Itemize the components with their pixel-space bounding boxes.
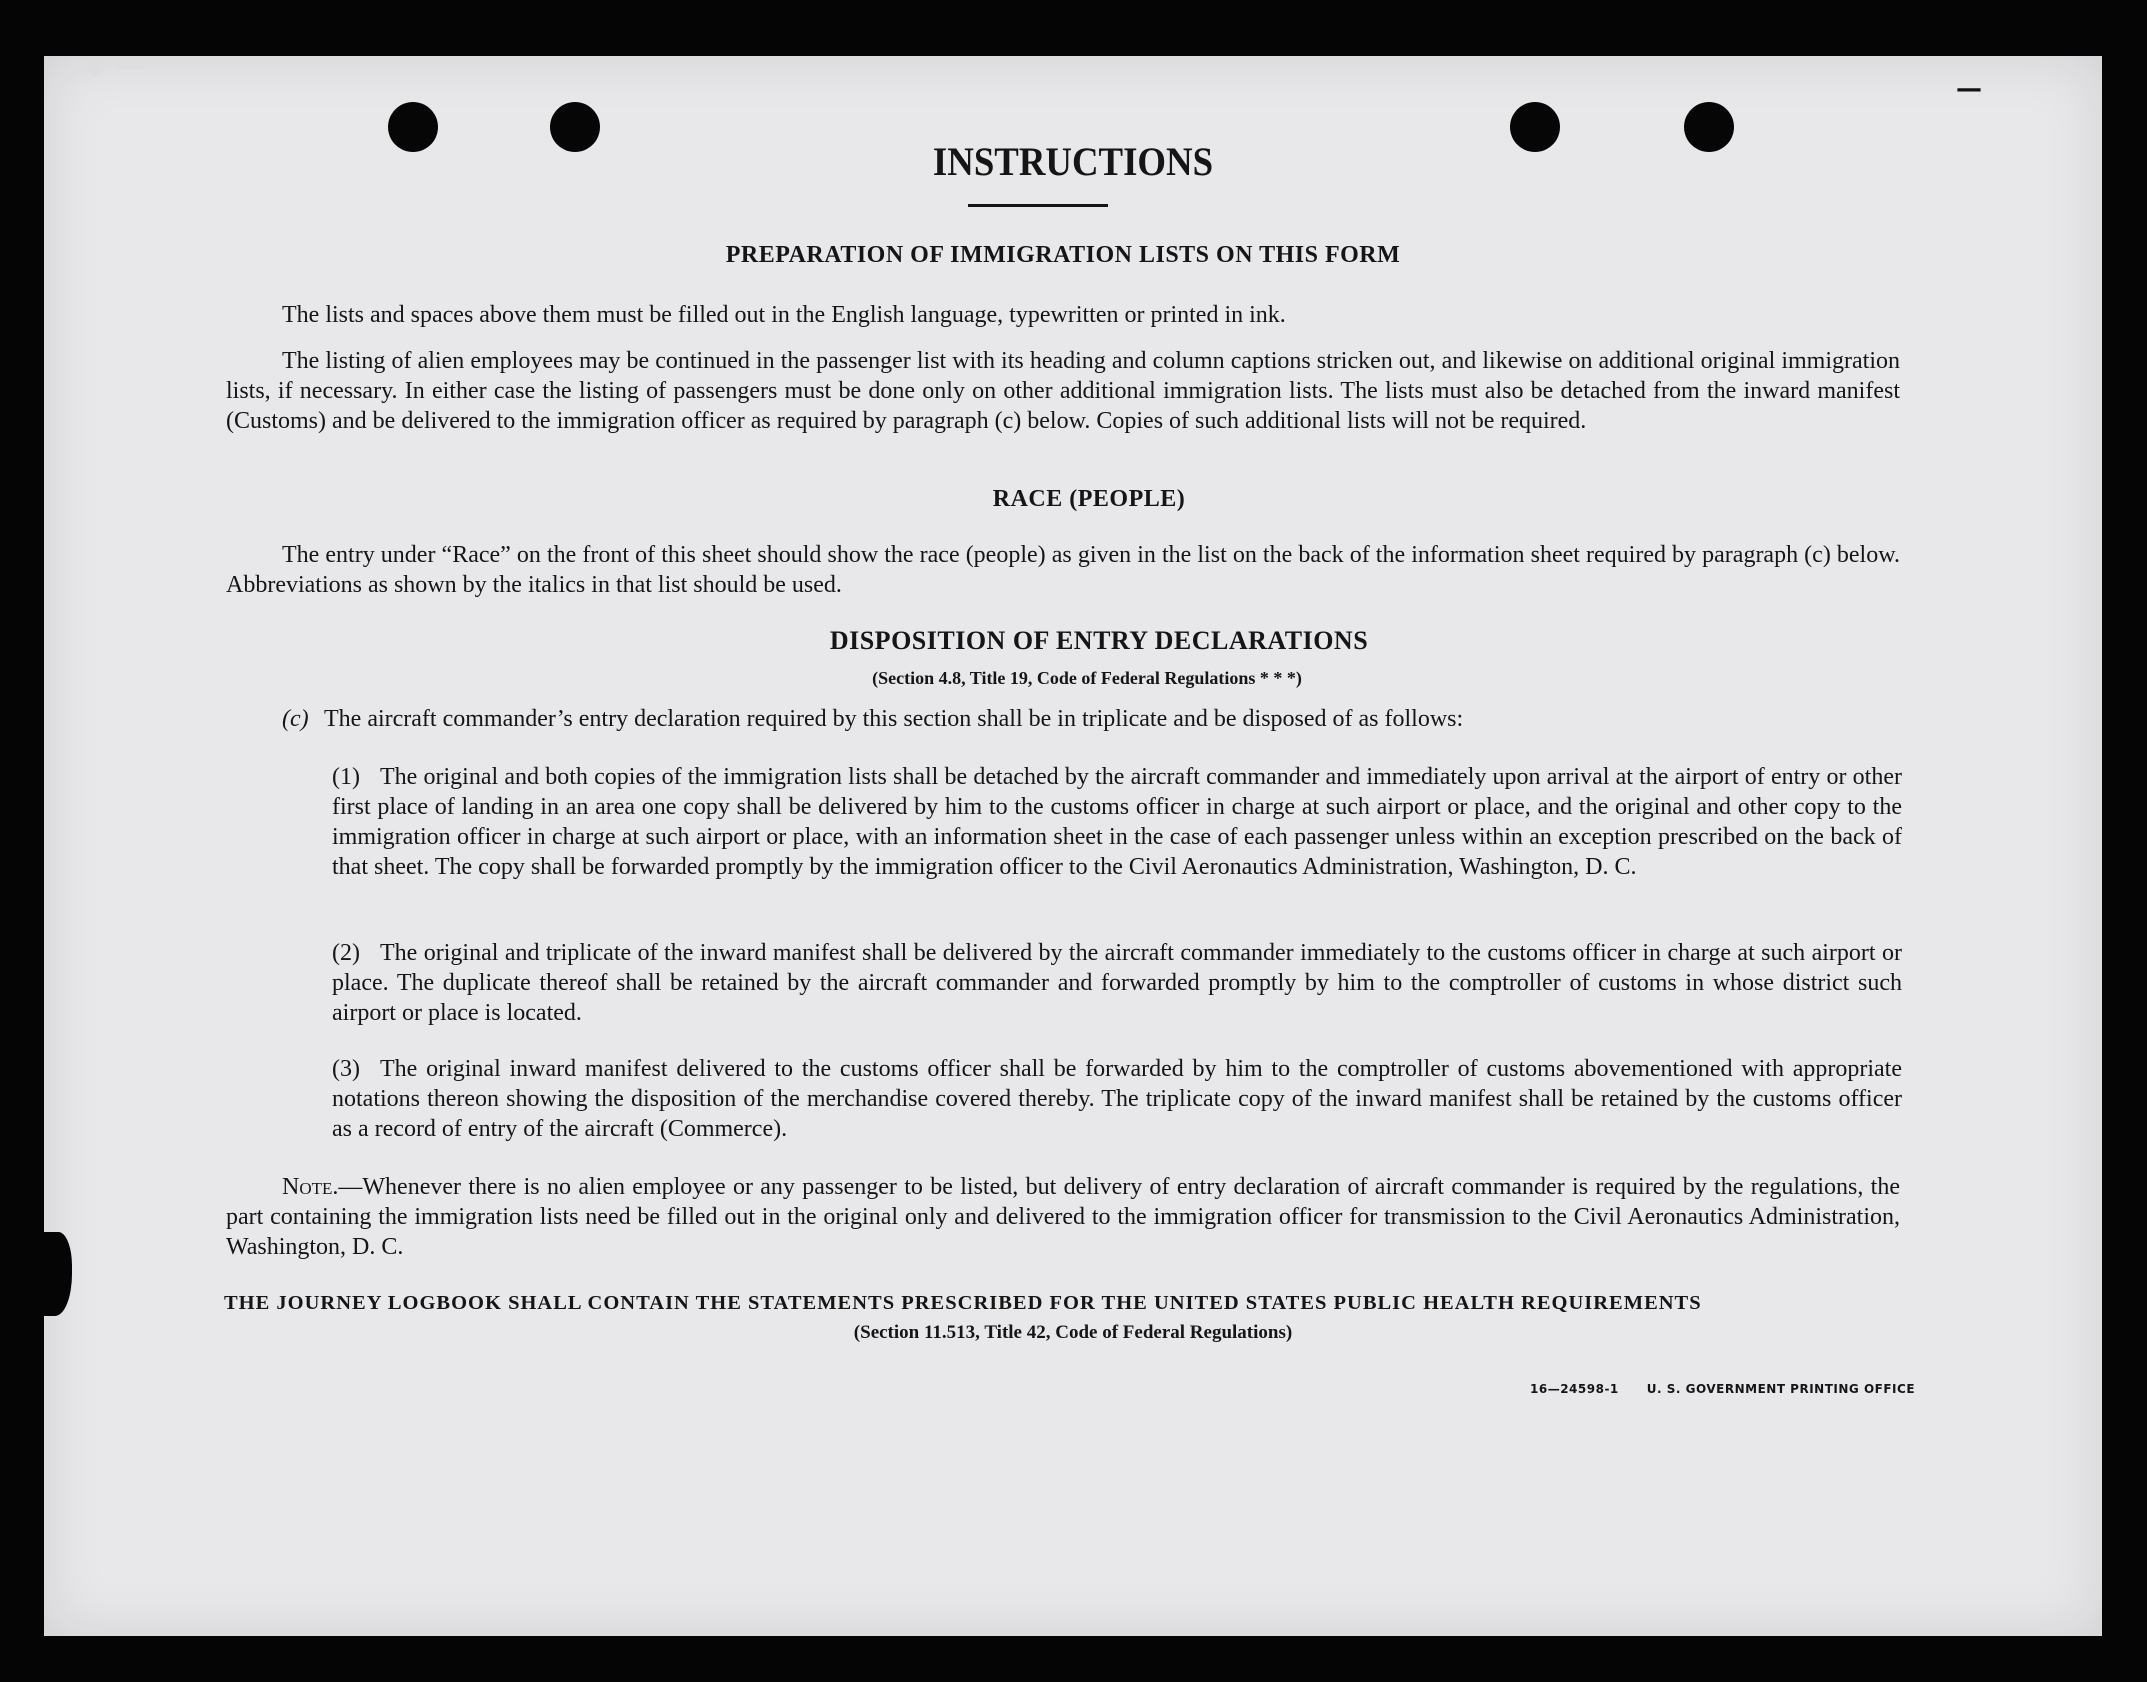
item-text bbox=[332, 938, 1902, 1028]
note-paragraph bbox=[226, 1172, 1900, 1262]
item-number: (1) bbox=[332, 764, 360, 790]
race-heading: RACE (PEOPLE) bbox=[992, 486, 1186, 512]
disposition-subheading: (Section 4.8, Title 19, Code of Federal Regulations * * *) bbox=[872, 668, 1302, 688]
note-label: Note. bbox=[282, 1174, 339, 1200]
item-text-content: The original and triplicate of the inward manifest shall be delivered by the aircraft commander immediately to the customs officer in charge at such airport or place. The duplicate thereof shall be retained by the aircraft commander and forwarded promptly by him to the comptroller of customs in whose district such airport or place is located. bbox=[332, 940, 1902, 1026]
race-paragraph bbox=[226, 540, 1900, 600]
printing-office: U. S. GOVERNMENT PRINTING OFFICE bbox=[1646, 1382, 1916, 1396]
disposition-item bbox=[332, 762, 1902, 918]
lead-label: (c) bbox=[282, 706, 309, 732]
item-text-content: The original and both copies of the immigration lists shall be detached by the aircraft commander and immediately upon arrival at the airport of entry or other first place of landing in an area one copy shall be delivered by him to the customs officer in charge at such airport or place, and the original and other copy to the immigration officer in charge at such airport or place, with an information sheet in the case of each passenger unless within an exception prescribed on the back of that sheet. The copy shall be forwarded promptly by the immigration officer to the Civil Aeronautics Administration, Washington, D. C. bbox=[332, 764, 1902, 880]
race-paragraph-text: The entry under “Race” on the front of this sheet should show the race (people) as given in the list on the back of the information sheet required by paragraph (c) below. Abbreviations as shown by the italics in that list should be used. bbox=[226, 542, 1900, 598]
logbook-citation: (Section 11.513, Title 42, Code of Federal Regulations) bbox=[853, 1322, 1293, 1343]
disposition-item bbox=[332, 1054, 1902, 1150]
note-text: —Whenever there is no alien employee or any passenger to be listed, but delivery of entry declaration of aircraft commander is required by the regulations, the part containing the immigration lists need be filled out in the original only and delivered to the immigration officer for transmission to the Civil Aeronautics Administration, Washington, D. C. bbox=[226, 1174, 1900, 1260]
disposition-heading: DISPOSITION OF ENTRY DECLARATIONS bbox=[829, 626, 1369, 655]
item-text bbox=[332, 762, 1902, 882]
logbook-statement: THE JOURNEY LOGBOOK SHALL CONTAIN THE STATEMENTS PRESCRIBED FOR THE UNITED STATES PUBLIC HEALTH REQUIREMENTS bbox=[224, 1292, 1702, 1314]
document-page bbox=[44, 56, 2102, 1636]
prep-heading: PREPARATION OF IMMIGRATION LISTS ON THIS FORM bbox=[725, 242, 1401, 268]
lead-text: The aircraft commander’s entry declaration required by this section shall be in triplicate and be disposed of as follows: bbox=[324, 706, 1464, 732]
printer-imprint bbox=[1530, 1382, 1943, 1396]
title-underline bbox=[968, 204, 1108, 207]
prep-paragraph-2-text: The listing of alien employees may be continued in the passenger list with its heading and column captions stricken out, and likewise on additional original immigration lists, if necessary. In either case the listing of passengers must be done only on other additional immigration lists. The lists must also be detached from the inward manifest (Customs) and be delivered to the immigration officer as required by paragraph (c) below. Copies of such additional lists will not be required. bbox=[226, 348, 1900, 434]
torn-edge bbox=[38, 1232, 72, 1316]
corner-pencil-mark: ɕ — bbox=[86, 48, 145, 83]
disposition-item bbox=[332, 938, 1902, 1034]
item-number: (2) bbox=[332, 940, 360, 966]
form-code: 16—24598-1 bbox=[1530, 1382, 1619, 1396]
corner-pencil-mark: — bbox=[1956, 74, 1982, 104]
disposition-lead bbox=[282, 704, 1922, 736]
item-number: (3) bbox=[332, 1056, 360, 1082]
page-title: INSTRUCTIONS bbox=[932, 139, 1214, 184]
item-text bbox=[332, 1054, 1902, 1144]
prep-paragraph-1: The lists and spaces above them must be filled out in the English language, typewritten or printed in ink. bbox=[282, 302, 1286, 328]
prep-paragraph-2 bbox=[226, 346, 1900, 436]
item-text-content: The original inward manifest delivered to the customs officer shall be forwarded by him to the comptroller of customs abovementioned with appropriate notations thereon showing the disposition of the merchandise covered thereby. The triplicate copy of the inward manifest shall be retained by the customs officer as a record of entry of the aircraft (Commerce). bbox=[332, 1056, 1902, 1142]
